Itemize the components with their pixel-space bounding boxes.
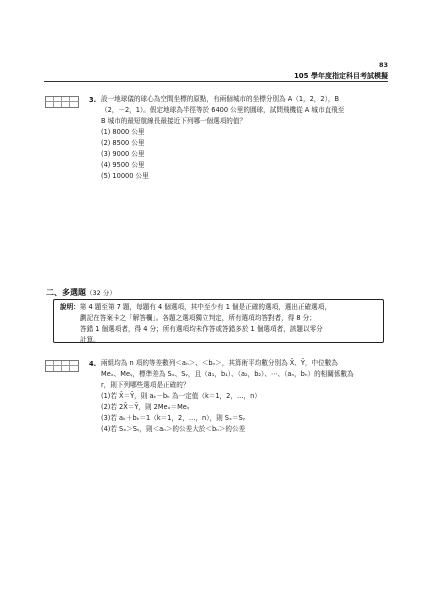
question-4-stem-line: 兩組均為 n 項的等差數列＜aₙ＞、＜bₙ＞，其算術平均數分別為 X̄、Ȳ，中位數為 (101, 359, 338, 367)
question-3-number: 3. (89, 96, 97, 104)
instructions-label: 說明： (60, 303, 80, 311)
section-points: （32 分） (86, 289, 116, 297)
question-3-stem-line: 設一地球儀的球心為空間坐標的原點，有兩個城市的坐標分別為 A（1，2，2），B (101, 95, 340, 103)
instructions-line: 劃記在答案卡之「解答欄」。各題之選項獨立判定，所有選項均答對者，得 8 分； (80, 314, 316, 322)
section-heading (46, 287, 116, 298)
question-3-option-2: (2) 8500 公里 (101, 139, 145, 147)
question-3-option-4: (4) 9500 公里 (101, 161, 145, 169)
answer-grid-q4 (45, 360, 79, 372)
question-3-stem-line: （2，－2，1）。假定地球為半徑等於 6400 公里的圓球，試問飛機從 A 城市直飛至 (101, 106, 345, 114)
header-title: 105 學年度指定科目考試模擬 (293, 72, 388, 80)
answer-grid-q3 (45, 96, 79, 108)
question-3-stem-line: B 城市的最短航線長最接近下列哪一個選項的值？ (101, 117, 247, 125)
question-3-option-3: (3) 9000 公里 (101, 150, 145, 158)
instructions-line: 答錯 1 個選項者，得 4 分；所有選項均未作答或答錯多於 1 個選項者，該題以零分 (80, 325, 323, 333)
section-title: 二、多選題 (46, 288, 86, 297)
instructions-line: 計算。 (80, 336, 100, 344)
question-4-number: 4. (89, 360, 97, 368)
header-divider (44, 81, 388, 82)
question-4-option-1: (1)若 X̄＝Ȳ，則 aₖ－bₖ 為一定值（k＝1，2，…，n） (101, 392, 261, 400)
question-4-body (101, 358, 354, 435)
question-3-body (101, 94, 344, 182)
question-4-option-4: (4)若 Sₓ＞Sᵧ，則＜aₙ＞的公差大於＜bₙ＞的公差 (101, 425, 246, 433)
question-3-option-1: (1) 8000 公里 (101, 128, 145, 136)
question-4-stem-line: r，則下列哪些選項是正確的？ (101, 381, 190, 389)
question-3-option-5: (5) 10000 公里 (101, 172, 149, 180)
page-number: 83 (378, 61, 388, 69)
question-4-stem-line: Meₓ、Meᵧ，標準差為 Sₓ、Sᵧ，且（a₁，b₁）、（a₂，b₂）、⋯、（aₙ，bₙ）的相關係數為 (101, 370, 354, 378)
instructions-box (53, 299, 384, 343)
instructions-line: 第 4 題至第 7 題，每題有 4 個選項，其中至少有 1 個是正確的選項，選出正確選項， (79, 303, 331, 311)
question-4-option-2: (2)若 2X̄＝Ȳ，則 2Meₓ＝Meᵧ (101, 403, 190, 411)
question-4-option-3: (3)若 aₖ＋bₖ＝1（k＝1，2，…，n），則 Sₓ＝Sᵧ (101, 414, 246, 422)
